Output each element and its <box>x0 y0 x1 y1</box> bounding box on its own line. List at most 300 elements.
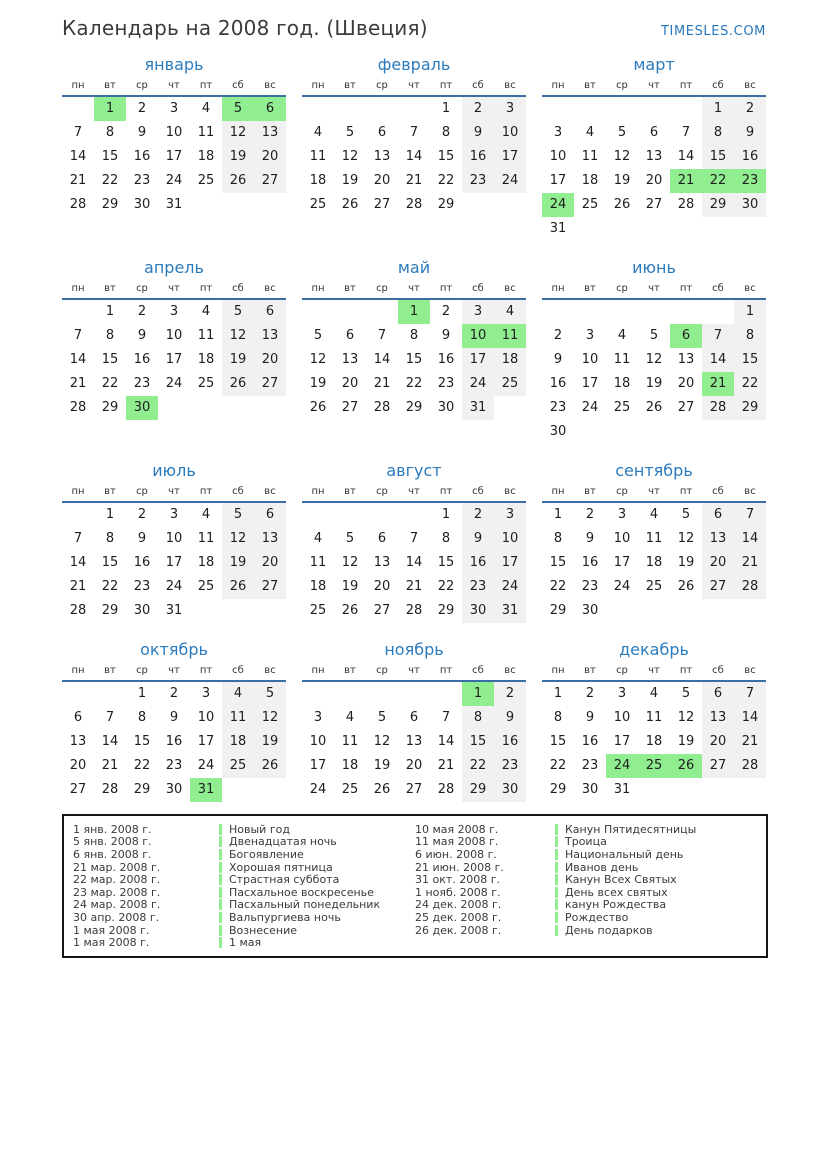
month-block <box>302 639 526 802</box>
day-cell: 23 <box>581 758 599 773</box>
day-cell: 7 <box>73 328 83 343</box>
day-cell: 21 <box>69 173 87 188</box>
day-cell: 13 <box>341 352 359 367</box>
day-cell: 14 <box>405 149 423 164</box>
legend-item <box>415 848 757 861</box>
day-cell <box>494 193 526 217</box>
weekday-label: вс <box>264 486 276 497</box>
day-cell: 4 <box>649 507 659 522</box>
holiday-color-bar <box>219 862 222 873</box>
day-cell <box>222 396 254 420</box>
day-cell: 19 <box>645 376 663 391</box>
weekday-label: пн <box>551 283 565 294</box>
day-cell: 25 <box>309 603 327 618</box>
month-days <box>302 503 526 623</box>
day-cell: 11 <box>645 710 663 725</box>
legend-date: 26 дек. 2008 г. <box>415 923 502 937</box>
day-cell: 30 <box>734 193 766 217</box>
day-cell: 12 <box>613 149 631 164</box>
day-cell <box>638 97 670 121</box>
day-cell: 24 <box>309 782 327 797</box>
day-cell: 25 <box>613 400 631 415</box>
weekday-label: вт <box>584 486 596 497</box>
day-cell: 22 <box>462 754 494 778</box>
day-cell: 24 <box>494 575 526 599</box>
day-cell: 10 <box>165 531 183 546</box>
day-cell: 14 <box>373 352 391 367</box>
day-cell: 7 <box>409 531 419 546</box>
weekday-label: пт <box>439 665 453 676</box>
day-cell: 15 <box>734 348 766 372</box>
day-cell: 31 <box>549 221 567 236</box>
day-cell: 5 <box>345 125 355 140</box>
weekday-label: вс <box>264 80 276 91</box>
day-cell: 29 <box>101 603 119 618</box>
day-cell: 3 <box>169 101 179 116</box>
holiday-color-bar <box>219 925 222 936</box>
day-cell <box>366 682 398 706</box>
day-cell: 13 <box>373 149 391 164</box>
legend-date: 21 мар. 2008 г. <box>73 860 161 874</box>
day-cell: 23 <box>165 758 183 773</box>
months-grid <box>62 54 766 802</box>
weekday-label: вт <box>344 486 356 497</box>
day-cell: 16 <box>437 352 455 367</box>
day-cell: 6 <box>254 503 286 527</box>
day-cell: 14 <box>677 149 695 164</box>
month-block <box>302 460 526 623</box>
day-cell <box>542 97 574 121</box>
weekday-header <box>62 283 286 300</box>
day-cell <box>494 396 526 420</box>
day-cell: 3 <box>494 97 526 121</box>
weekday-label: чт <box>408 283 420 294</box>
day-cell: 17 <box>494 551 526 575</box>
day-cell: 25 <box>645 579 663 594</box>
day-cell: 9 <box>462 527 494 551</box>
month-days <box>542 300 766 444</box>
weekday-label: чт <box>168 80 180 91</box>
weekday-label: вс <box>744 665 756 676</box>
day-cell: 29 <box>734 396 766 420</box>
day-cell: 19 <box>309 376 327 391</box>
weekday-label: пт <box>199 283 213 294</box>
day-cell <box>638 420 670 444</box>
legend-holiday-name: Троица <box>565 835 607 849</box>
legend-date: 1 мая 2008 г. <box>73 923 150 937</box>
legend-date: 6 июн. 2008 г. <box>415 847 497 861</box>
day-cell: 8 <box>553 531 563 546</box>
day-cell: 14 <box>405 555 423 570</box>
month-days <box>62 503 286 623</box>
weekday-label: пн <box>551 486 565 497</box>
day-cell <box>606 217 638 241</box>
day-cell: 24 <box>581 400 599 415</box>
day-cell: 20 <box>373 579 391 594</box>
month-block <box>542 639 766 802</box>
holiday-color-bar <box>219 874 222 885</box>
day-cell <box>190 599 222 623</box>
weekday-header <box>542 80 766 97</box>
day-cell: 17 <box>165 555 183 570</box>
weekday-header <box>62 486 286 503</box>
legend-date: 22 мар. 2008 г. <box>73 873 161 887</box>
month-days <box>62 300 286 420</box>
day-cell: 9 <box>585 710 595 725</box>
day-cell <box>366 97 398 121</box>
day-cell: 3 <box>494 503 526 527</box>
weekday-label: вт <box>584 283 596 294</box>
day-cell <box>542 300 574 324</box>
holiday-color-bar <box>555 849 558 860</box>
day-cell: 19 <box>613 173 631 188</box>
day-cell: 14 <box>734 706 766 730</box>
day-cell: 9 <box>441 328 451 343</box>
weekday-label: ср <box>136 665 148 676</box>
day-cell: 18 <box>197 149 215 164</box>
holiday-color-bar <box>219 836 222 847</box>
weekday-label: чт <box>408 665 420 676</box>
weekday-label: вс <box>504 665 516 676</box>
weekday-label: пт <box>439 283 453 294</box>
day-cell: 6 <box>649 125 659 140</box>
legend-date: 24 дек. 2008 г. <box>415 898 502 912</box>
weekday-header <box>542 665 766 682</box>
day-cell: 27 <box>341 400 359 415</box>
day-cell: 1 <box>462 682 494 706</box>
day-cell: 22 <box>734 372 766 396</box>
day-cell: 26 <box>670 754 702 778</box>
legend-date: 23 мар. 2008 г. <box>73 885 161 899</box>
day-cell: 11 <box>645 531 663 546</box>
day-cell: 18 <box>309 579 327 594</box>
month-block <box>542 460 766 623</box>
legend-item <box>415 924 757 937</box>
day-cell: 14 <box>69 149 87 164</box>
month-block <box>62 460 286 623</box>
day-cell: 22 <box>101 579 119 594</box>
weekday-label: ср <box>136 486 148 497</box>
day-cell: 10 <box>613 531 631 546</box>
day-cell: 21 <box>69 376 87 391</box>
day-cell: 10 <box>165 125 183 140</box>
legend-item <box>73 823 415 836</box>
day-cell: 31 <box>462 396 494 420</box>
day-cell: 7 <box>105 710 115 725</box>
day-cell: 20 <box>254 348 286 372</box>
day-cell: 6 <box>377 125 387 140</box>
day-cell: 28 <box>69 197 87 212</box>
day-cell: 6 <box>670 324 702 348</box>
holiday-color-bar <box>555 874 558 885</box>
day-cell <box>302 97 334 121</box>
day-cell: 6 <box>702 503 734 527</box>
legend-item <box>415 886 757 899</box>
day-cell: 22 <box>702 169 734 193</box>
day-cell: 25 <box>222 754 254 778</box>
day-cell <box>334 300 366 324</box>
day-cell <box>190 396 222 420</box>
day-cell: 29 <box>101 400 119 415</box>
weekday-header <box>302 665 526 682</box>
day-cell: 22 <box>437 173 455 188</box>
day-cell <box>670 778 702 802</box>
day-cell: 22 <box>437 579 455 594</box>
month-days <box>542 682 766 802</box>
weekday-label: сб <box>472 486 484 497</box>
weekday-label: вс <box>504 283 516 294</box>
weekday-label: сб <box>232 665 244 676</box>
weekday-label: ср <box>136 283 148 294</box>
day-cell: 26 <box>677 579 695 594</box>
day-cell: 8 <box>137 710 147 725</box>
day-cell <box>222 599 254 623</box>
day-cell: 1 <box>105 304 115 319</box>
day-cell: 9 <box>585 531 595 546</box>
day-cell: 18 <box>197 352 215 367</box>
day-cell: 31 <box>494 599 526 623</box>
day-cell: 27 <box>69 782 87 797</box>
day-cell: 17 <box>309 758 327 773</box>
legend-holiday-name: Иванов день <box>565 860 639 874</box>
day-cell: 24 <box>542 193 574 217</box>
day-cell <box>702 300 734 324</box>
day-cell: 28 <box>437 782 455 797</box>
day-cell: 4 <box>313 125 323 140</box>
day-cell: 30 <box>581 603 599 618</box>
day-cell <box>254 193 286 217</box>
weekday-label: вт <box>344 80 356 91</box>
month-title: октябрь <box>140 640 208 659</box>
legend-date: 24 мар. 2008 г. <box>73 898 161 912</box>
month-title: июль <box>152 461 196 480</box>
day-cell <box>734 599 766 623</box>
month-title: декабрь <box>619 640 689 659</box>
legend-holiday-name: Двенадцатая ночь <box>229 835 337 849</box>
legend-item <box>73 836 415 849</box>
day-cell: 19 <box>373 758 391 773</box>
day-cell: 1 <box>553 686 563 701</box>
weekday-label: пт <box>439 486 453 497</box>
day-cell: 28 <box>101 782 119 797</box>
month-block <box>62 257 286 444</box>
day-cell: 21 <box>373 376 391 391</box>
day-cell: 16 <box>462 551 494 575</box>
day-cell: 25 <box>638 754 670 778</box>
day-cell <box>702 778 734 802</box>
day-cell: 21 <box>670 169 702 193</box>
day-cell: 4 <box>313 531 323 546</box>
legend-item <box>73 899 415 912</box>
day-cell: 15 <box>549 555 567 570</box>
day-cell: 28 <box>69 400 87 415</box>
day-cell: 11 <box>197 531 215 546</box>
day-cell: 18 <box>222 730 254 754</box>
day-cell: 2 <box>169 686 179 701</box>
day-cell: 24 <box>462 372 494 396</box>
day-cell: 6 <box>409 710 419 725</box>
day-cell: 30 <box>133 603 151 618</box>
day-cell: 12 <box>677 531 695 546</box>
legend-date: 25 дек. 2008 г. <box>415 910 502 924</box>
day-cell: 15 <box>405 352 423 367</box>
day-cell: 31 <box>190 778 222 802</box>
weekday-label: сб <box>232 486 244 497</box>
holiday-color-bar <box>555 836 558 847</box>
weekday-label: пн <box>71 283 85 294</box>
day-cell: 29 <box>405 400 423 415</box>
day-cell: 2 <box>585 507 595 522</box>
legend-holiday-name: Канун Всех Святых <box>565 873 677 887</box>
legend-holiday-name: Пасхальное воскресенье <box>229 885 374 899</box>
legend-item <box>73 911 415 924</box>
month-title: ноябрь <box>384 640 444 659</box>
day-cell: 9 <box>553 352 563 367</box>
day-cell: 27 <box>254 372 286 396</box>
day-cell: 13 <box>254 324 286 348</box>
day-cell: 10 <box>581 352 599 367</box>
day-cell: 13 <box>702 706 734 730</box>
day-cell: 20 <box>373 173 391 188</box>
legend-item <box>73 873 415 886</box>
weekday-label: сб <box>712 283 724 294</box>
day-cell: 8 <box>734 324 766 348</box>
day-cell: 17 <box>494 145 526 169</box>
day-cell: 12 <box>222 324 254 348</box>
day-cell: 9 <box>137 328 147 343</box>
day-cell: 17 <box>165 352 183 367</box>
day-cell: 23 <box>494 754 526 778</box>
day-cell: 18 <box>645 734 663 749</box>
weekday-label: вт <box>584 665 596 676</box>
holiday-color-bar <box>555 925 558 936</box>
day-cell: 4 <box>617 328 627 343</box>
day-cell: 12 <box>341 149 359 164</box>
legend-holiday-name: Богоявление <box>229 847 304 861</box>
day-cell: 19 <box>222 145 254 169</box>
day-cell: 10 <box>494 121 526 145</box>
day-cell: 14 <box>69 555 87 570</box>
day-cell: 3 <box>169 304 179 319</box>
month-days <box>302 97 526 217</box>
legend-box <box>62 814 768 958</box>
day-cell: 5 <box>222 97 254 121</box>
day-cell: 12 <box>254 706 286 730</box>
weekday-label: пн <box>551 80 565 91</box>
day-cell: 5 <box>345 531 355 546</box>
weekday-label: ср <box>616 80 628 91</box>
day-cell: 27 <box>702 575 734 599</box>
weekday-header <box>62 80 286 97</box>
month-title: март <box>633 55 675 74</box>
day-cell: 7 <box>409 125 419 140</box>
day-cell: 7 <box>441 710 451 725</box>
weekday-label: пт <box>679 665 693 676</box>
day-cell: 24 <box>606 754 638 778</box>
day-cell: 30 <box>437 400 455 415</box>
legend-item <box>415 836 757 849</box>
day-cell: 5 <box>681 686 691 701</box>
day-cell: 6 <box>377 531 387 546</box>
month-block <box>542 257 766 444</box>
legend-item <box>415 873 757 886</box>
day-cell: 16 <box>133 352 151 367</box>
day-cell: 4 <box>201 101 211 116</box>
site-link[interactable]: TIMESLES.COM <box>660 24 766 39</box>
month-title: август <box>386 461 442 480</box>
weekday-label: ср <box>376 80 388 91</box>
day-cell: 26 <box>613 197 631 212</box>
day-cell: 21 <box>734 551 766 575</box>
day-cell: 5 <box>254 682 286 706</box>
day-cell: 1 <box>734 300 766 324</box>
day-cell: 15 <box>437 555 455 570</box>
day-cell: 9 <box>137 531 147 546</box>
day-cell <box>670 97 702 121</box>
day-cell <box>62 97 94 121</box>
legend-item <box>73 861 415 874</box>
holiday-color-bar <box>219 937 222 948</box>
weekday-label: чт <box>168 283 180 294</box>
day-cell <box>702 599 734 623</box>
day-cell: 16 <box>133 149 151 164</box>
legend-holiday-name: Канун Пятидесятницы <box>565 822 697 836</box>
legend-item <box>73 924 415 937</box>
month-title: февраль <box>377 55 451 74</box>
day-cell: 2 <box>462 97 494 121</box>
day-cell: 3 <box>201 686 211 701</box>
weekday-label: пт <box>199 665 213 676</box>
weekday-header <box>302 486 526 503</box>
month-title: май <box>397 258 431 277</box>
day-cell <box>574 300 606 324</box>
weekday-label: ср <box>376 486 388 497</box>
legend-holiday-name: Вальпургиева ночь <box>229 910 341 924</box>
day-cell <box>302 300 334 324</box>
day-cell: 24 <box>165 579 183 594</box>
weekday-header <box>542 283 766 300</box>
holiday-color-bar <box>555 862 558 873</box>
day-cell <box>190 193 222 217</box>
day-cell <box>302 503 334 527</box>
day-cell: 31 <box>165 603 183 618</box>
day-cell: 15 <box>101 149 119 164</box>
weekday-label: вт <box>104 486 116 497</box>
day-cell: 26 <box>222 372 254 396</box>
day-cell: 2 <box>734 97 766 121</box>
weekday-label: чт <box>168 665 180 676</box>
day-cell: 10 <box>197 710 215 725</box>
day-cell: 2 <box>137 101 147 116</box>
weekday-label: сб <box>232 283 244 294</box>
day-cell: 10 <box>309 734 327 749</box>
day-cell <box>606 97 638 121</box>
day-cell: 16 <box>165 734 183 749</box>
day-cell: 7 <box>377 328 387 343</box>
day-cell: 17 <box>165 149 183 164</box>
day-cell: 26 <box>373 782 391 797</box>
weekday-label: пт <box>679 283 693 294</box>
weekday-header <box>542 486 766 503</box>
weekday-label: сб <box>712 665 724 676</box>
day-cell: 7 <box>73 531 83 546</box>
weekday-label: вс <box>264 283 276 294</box>
day-cell: 8 <box>105 125 115 140</box>
weekday-header <box>302 80 526 97</box>
day-cell: 19 <box>254 730 286 754</box>
day-cell: 11 <box>494 324 526 348</box>
weekday-label: вс <box>264 665 276 676</box>
